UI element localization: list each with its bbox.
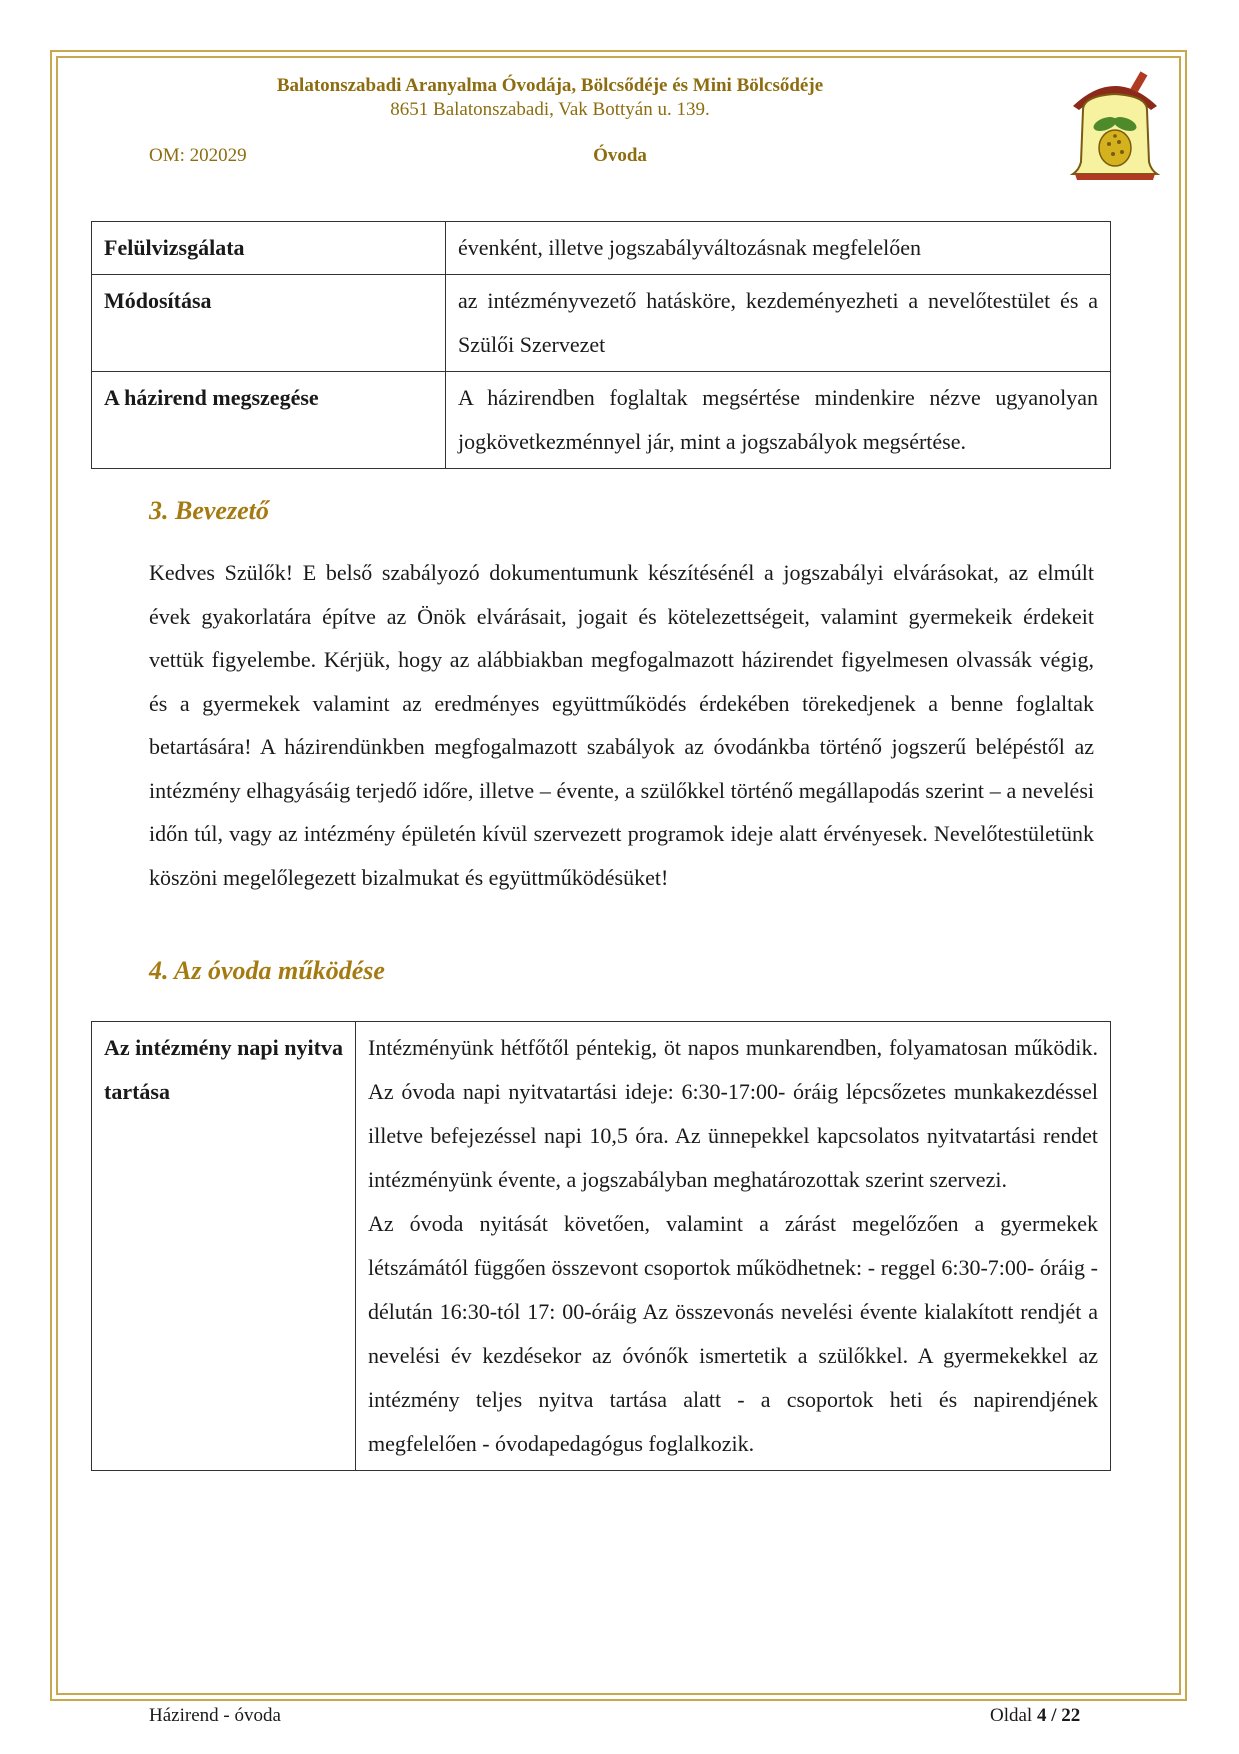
introduction-paragraph: Kedves Szülők! E belső szabályozó dokumentumunk készítésénél a jogszabályi elvárásokat, az elmúlt évek gyakorlatára építve az Önök elvárásait, jogait és kötelezettségeit, valamint gyermekeik érdekeit vettük figyelembe. Kérjük, hogy az alábbiakban megfogalmazott házirendet figyelmesen olvassák végig, és a gyermekek valamint az eredményes együttműködés érdekében törekedjenek a benne foglaltak betartására! A házirendünkben megfogalmazott szabályok az óvodánkba történő jogszerű belépéstől az intézmény elhagyásáig terjedő időre, illetve – évente, a szülőkkel történő megállapodás szerint – a nevelési időn túl, vagy az intézmény épületén kívül szervezett programok ideje alatt érvényesek. Nevelőtestületünk köszöni megelőlegezett bizalmukat és együttműködésüket!	[149, 560, 1094, 890]
rules-table	[91, 221, 1111, 469]
institution-name: Balatonszabadi Aranyalma Óvodája, Bölcsődéje és Mini Bölcsődéje	[276, 75, 824, 96]
page-number	[990, 1705, 1080, 1727]
table-row	[92, 1022, 1111, 1471]
row-text: az intézményvezető hatásköre, kezdeményezheti a nevelőtestület és a Szülői Szervezet	[446, 275, 1111, 372]
row-text: A házirendben foglaltak megsértése mindenkire nézve ugyanolyan jogkövetkezménnyel jár, mint a jogszabályok megsértése.	[446, 372, 1111, 469]
section-label: Óvoda	[593, 145, 647, 166]
table-row	[92, 275, 1111, 372]
opening-hours-table	[91, 1021, 1111, 1471]
section-heading-operation: 4. Az óvoda működése	[149, 956, 385, 985]
row-label: Felülvizsgálata	[92, 222, 446, 275]
table-row	[92, 372, 1111, 469]
row-label: Az intézmény napi nyitva tartása	[92, 1022, 356, 1471]
page-current: 4	[1036, 1705, 1047, 1726]
institution-address: 8651 Balatonszabadi, Vak Bottyán u. 139.	[390, 99, 710, 120]
page-total: 22	[1061, 1705, 1081, 1726]
om-number: OM: 202029	[149, 145, 247, 166]
opening-hours-paragraph: Intézményünk hétfőtől péntekig, öt napos munkarendben, folyamatosan működik. Az óvoda napi nyitvatartási ideje: 6:30-17:00- óráig lépcsőzetes munkakezdéssel illetve befejezéssel napi 10,5 óra. Az ünnepekkel kapcsolatos nyitvatartási rendet intézményünk évente, a jogszabályban meghatározottak szerint szervezi.	[368, 1035, 1098, 1192]
row-label: Módosítása	[92, 275, 446, 372]
row-text	[356, 1022, 1111, 1471]
golden-apple-logo-icon	[1065, 66, 1165, 184]
row-label: A házirend megszegése	[92, 372, 446, 469]
section-heading-introduction: 3. Bevezető	[149, 496, 269, 525]
footer-document-title: Házirend - óvoda	[149, 1705, 281, 1726]
page-separator: /	[1051, 1705, 1057, 1726]
merged-groups-paragraph: Az óvoda nyitását követően, valamint a zárást megelőzően a gyermekek létszámától függően összevont csoportok működhetnek: - reggel 6:30-7:00- óráig - délután 16:30-tól 17: 00-óráig Az összevonás nevelési évente kialakított rendjét a nevelési év kezdésekor az óvónők ismertetik a szülőkkel. A gyermekekkel az intézmény teljes nyitva tartása alatt - a csoportok heti és napirendjének megfelelően - óvodapedagógus foglalkozik.	[368, 1211, 1098, 1456]
page-prefix: Oldal	[990, 1705, 1033, 1726]
row-text: évenként, illetve jogszabályváltozásnak megfelelően	[446, 222, 1111, 275]
table-row	[92, 222, 1111, 275]
